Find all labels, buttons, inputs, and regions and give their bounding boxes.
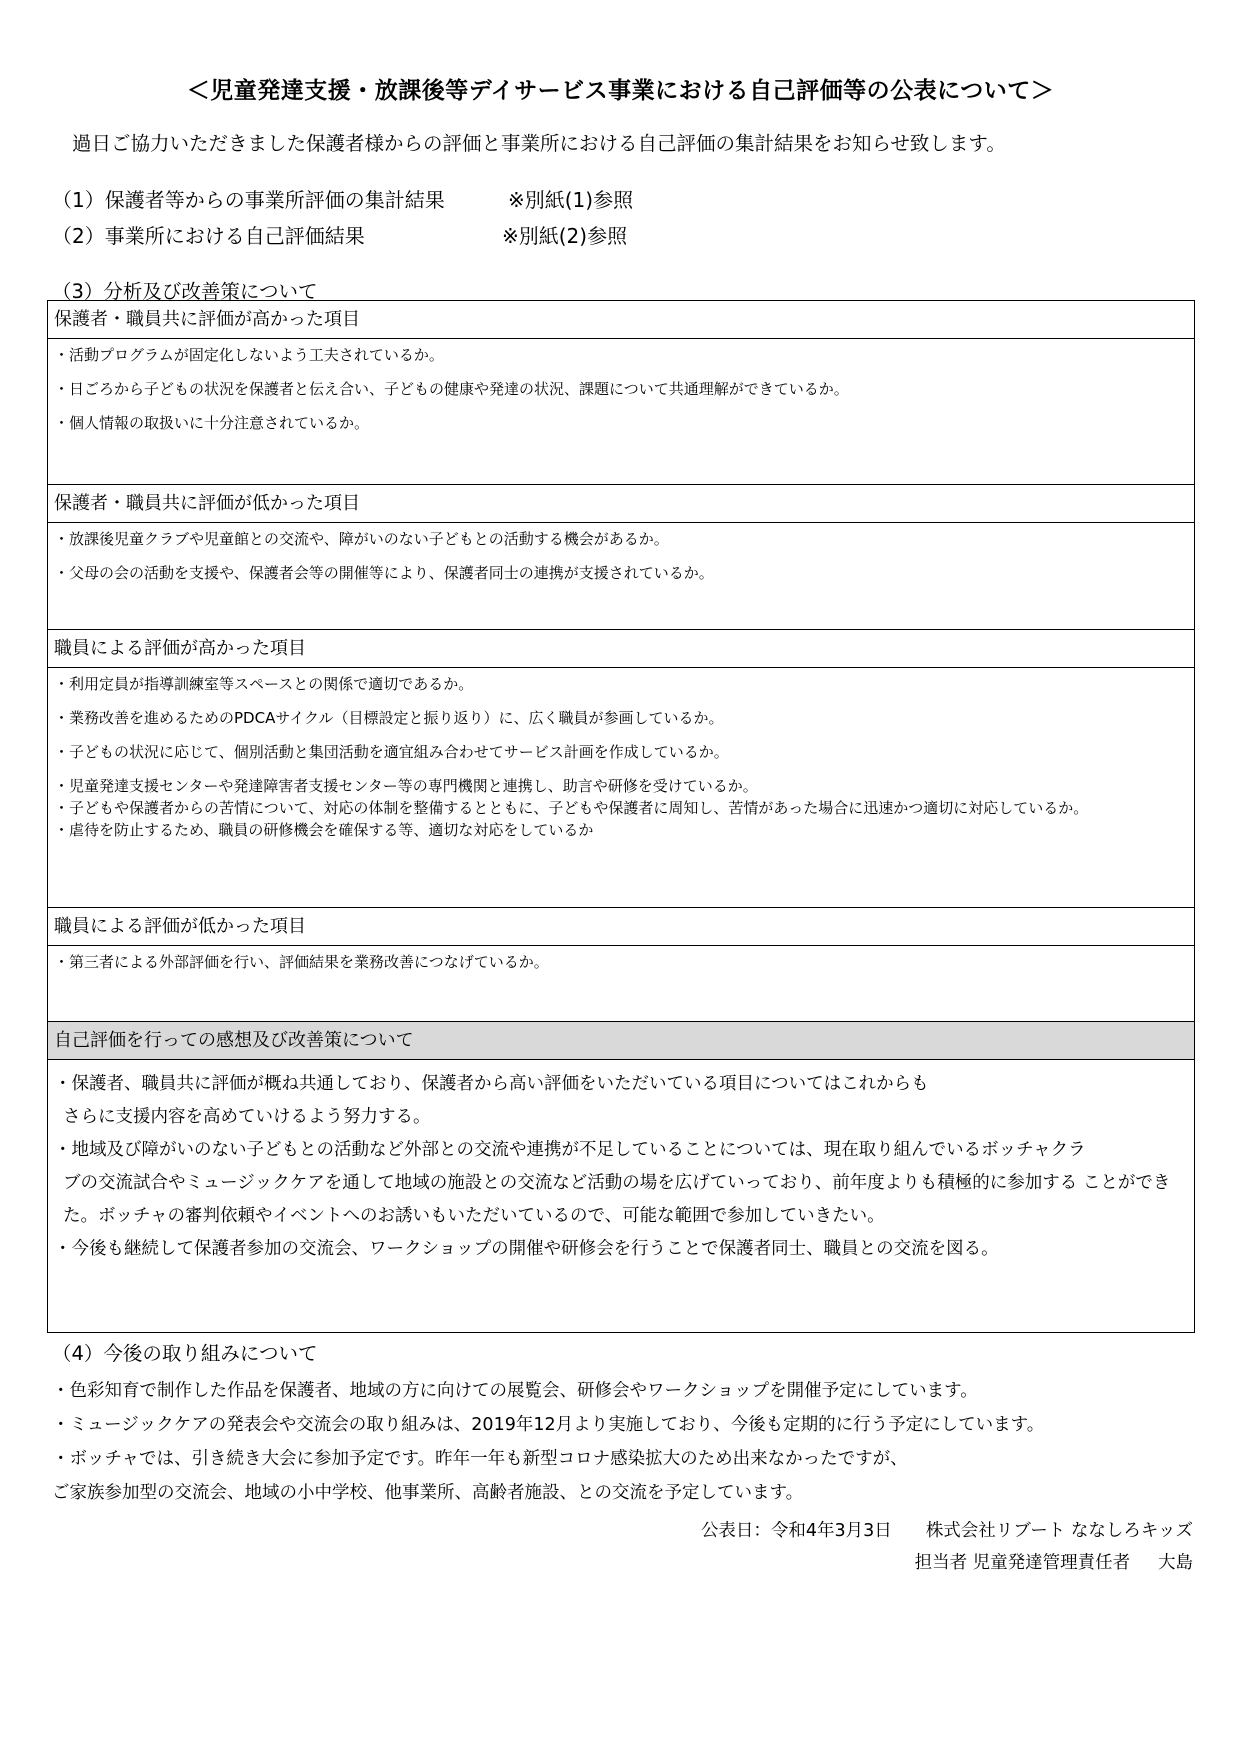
section-staff-low [48,907,1194,1021]
footer-publish-line [701,1517,1193,1542]
manager-name: 大島 [1158,1553,1193,1573]
section-items [48,339,1194,433]
section-both-low [48,484,1194,629]
reference-label: （2）事業所における自己評価結果 [52,224,365,248]
plans-list [52,1374,1044,1510]
list-item-continuation: ブの交流試合やミュージックケアを通して地域の施設との交流など活動の場を広げていっており、前年度よりも積極的に参加する ことができた。ボッチャの審判依頼やイベントへのお誘いもいただいているので、可能な範囲で参加していきたい。 [63,1173,1171,1226]
reference-note: ※別紙(1)参照 [508,188,634,212]
list-item-continuation: さらに支援内容を高めていけるよう努力する。 [63,1107,431,1127]
reference-note: ※別紙(2)参照 [502,224,628,248]
section-staff-high [48,629,1194,907]
section-heading: 保護者・職員共に評価が高かった項目 [48,301,1194,339]
list-item: ・子どもや保護者からの苦情について、対応の体制を整備するとともに、子どもや保護者に周知し、苦情があった場合に迅速かつ適切に対応しているか。 [54,799,1089,817]
manager-role: 担当者 児童発達管理責任者 [914,1553,1131,1573]
plan-item: ・ボッチャでは、引き続き大会に参加予定です。昨年一年も新型コロナ感染拡大のため出来なかったですが、 [52,1449,908,1469]
list-item: ・第三者による外部評価を行い、評価結果を業務改善につなげているか。 [54,953,549,971]
section-heading: 職員による評価が低かった項目 [48,908,1194,946]
list-item: ・父母の会の活動を支援や、保護者会等の開催等により、保護者同士の連携が支援されているか。 [54,564,714,582]
list-item: ・虐待を防止するため、職員の研修機会を確保する等、適切な対応をしているか [54,821,594,839]
list-item: ・児童発達支援センターや発達障害者支援センター等の専門機関と連携し、助言や研修を受けているか。 [54,777,758,795]
list-item-first-line: ・今後も継続して保護者参加の交流会、ワークショップの開催や研修会を行うことで保護者同士、職員との交流を図る。 [54,1239,999,1259]
intro-text: 過日ご協力いただきました保護者様からの評価と事業所における自己評価の集計結果をお知らせ致します。 [72,132,1006,155]
section-items [48,1060,1194,1266]
section4-title: （4）今後の取り組みについて [52,1342,318,1365]
company-name: 株式会社リブート ななしろキッズ [925,1521,1193,1541]
section-items [48,523,1194,583]
footer-manager-line [915,1549,1193,1574]
plan-item: ご家族参加型の交流会、地域の小中学校、他事業所、高齢者施設、との交流を予定しています。 [52,1483,804,1503]
section-reflection [48,1021,1194,1332]
section-items [48,946,1194,972]
list-item-first-line: ・保護者、職員共に評価が概ね共通しており、保護者から高い評価をいただいている項目についてはこれからも [54,1074,929,1094]
analysis-box [47,300,1195,1333]
section-both-high [48,301,1194,484]
list-item-first-line: ・地域及び障がいのない子どもとの活動など外部との交流や連携が不足していることについては、現在取り組んでいるボッチャクラ [54,1140,1086,1160]
list-item [54,1134,1188,1233]
list-item: ・放課後児童クラブや児童館との交流や、障がいのない子どもとの活動する機会があるか。 [54,530,669,548]
list-item [54,1068,1188,1134]
list-item: ・個人情報の取扱いに十分注意されているか。 [54,414,370,432]
section-heading: 保護者・職員共に評価が低かった項目 [48,485,1194,523]
plan-item: ・色彩知育で制作した作品を保護者、地域の方に向けての展覧会、研修会やワークショップを開催予定にしています。 [52,1381,978,1401]
reference-row-2 [52,220,628,249]
plan-item: ・ミュージックケアの発表会や交流会の取り組みは、2019年12月より実施しており、今後も定期的に行う予定にしています。 [52,1415,1045,1435]
list-item: ・日ごろから子どもの状況を保護者と伝え合い、子どもの健康や発達の状況、課題について共通理解ができているか。 [54,380,849,398]
reference-row-1 [52,184,634,213]
page-title: ＜児童発達支援・放課後等デイサービス事業における自己評価等の公表について＞ [186,78,1055,104]
section-heading: 自己評価を行っての感想及び改善策について [48,1022,1194,1060]
list-item: ・業務改善を進めるためのPDCAサイクル（目標設定と振り返り）に、広く職員が参画しているか。 [54,709,724,727]
section-items [48,668,1194,840]
reference-label: （1）保護者等からの事業所評価の集計結果 [52,188,445,212]
list-item: ・子どもの状況に応じて、個別活動と集団活動を適宜組み合わせてサービス計画を作成しているか。 [54,743,729,761]
section-heading: 職員による評価が高かった項目 [48,630,1194,668]
section3-title: （3）分析及び改善策について [52,280,318,303]
list-item [54,1233,1188,1266]
publish-date: 公表日：令和4年3月3日 [700,1521,892,1541]
list-item: ・活動プログラムが固定化しないよう工夫されているか。 [54,346,444,364]
list-item: ・利用定員が指導訓練室等スペースとの関係で適切であるか。 [54,675,474,693]
